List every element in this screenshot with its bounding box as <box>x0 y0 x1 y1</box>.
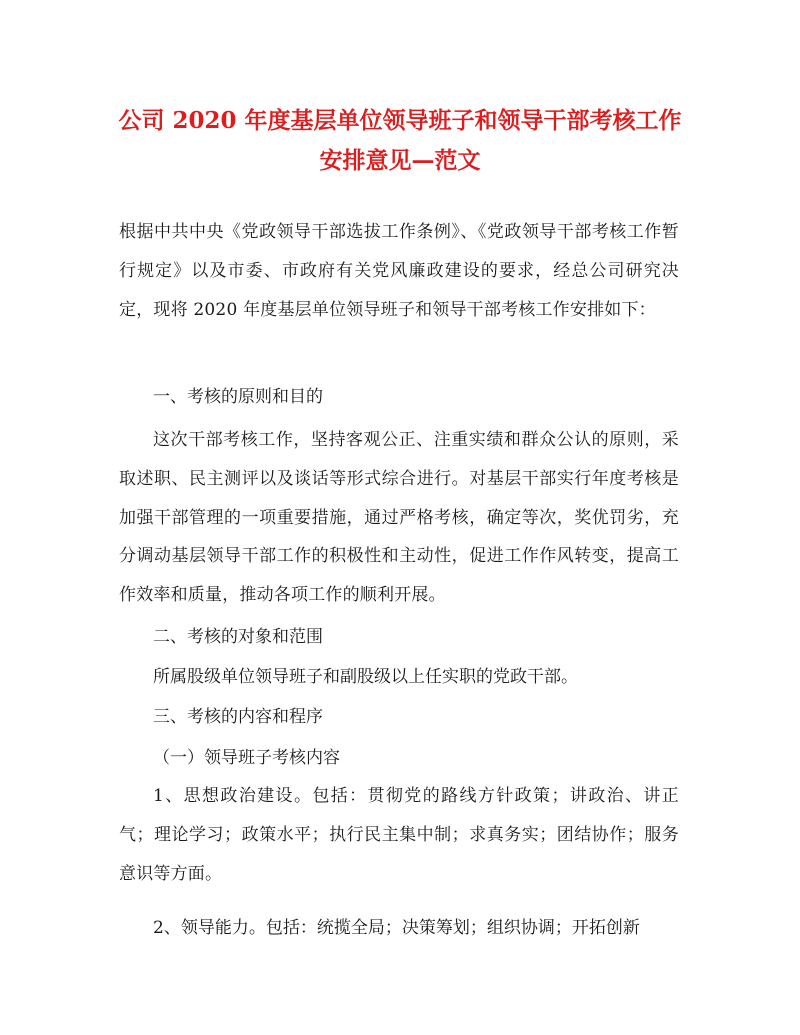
section1-heading: 一、考核的原则和目的 <box>153 387 323 407</box>
document-title-line1: 公司 2020 年度基层单位领导班子和领导干部考核工作 <box>118 107 682 134</box>
section2-heading: 二、考核的对象和范围 <box>153 627 323 647</box>
subsection1-heading: （一）领导班子考核内容 <box>153 748 340 768</box>
section2-body: 所属股级单位领导班子和副股级以上任实职的党政干部。 <box>153 667 578 687</box>
document-title-line2: 安排意见—范文 <box>319 147 481 174</box>
item2-paragraph: 2、领导能力。包括：统揽全局；决策筹划；组织协调；开拓创新 <box>153 918 640 938</box>
section1-body: 这次干部考核工作，坚持客观公正、注重实绩和群众公认的原则，采取述职、民主测评以及谈话等形式综合进行。对基层干部实行年度考核是加强干部管理的一项重要措施，通过严格考核，确定等次，奖优罚劣，充分调动基层领导干部工作的积极性和主动性，促进工作作风转变，提高工作效率和质量，推动各项工作的顺利开展。 <box>119 430 679 606</box>
intro-paragraph: 根据中共中央《党政领导干部选拔工作条例》、《党政领导干部考核工作暂行规定》以及市委、市政府有关党风廉政建设的要求，经总公司研究决定，现将 2020 年度基层单位领导班子和领导干部考核工作安排如下： <box>119 222 679 320</box>
section3-heading: 三、考核的内容和程序 <box>153 707 323 727</box>
item1-paragraph: 1、思想政治建设。包括：贯彻党的路线方针政策；讲政治、讲正气；理论学习；政策水平；执行民主集中制；求真务实；团结协作；服务意识等方面。 <box>119 786 679 884</box>
